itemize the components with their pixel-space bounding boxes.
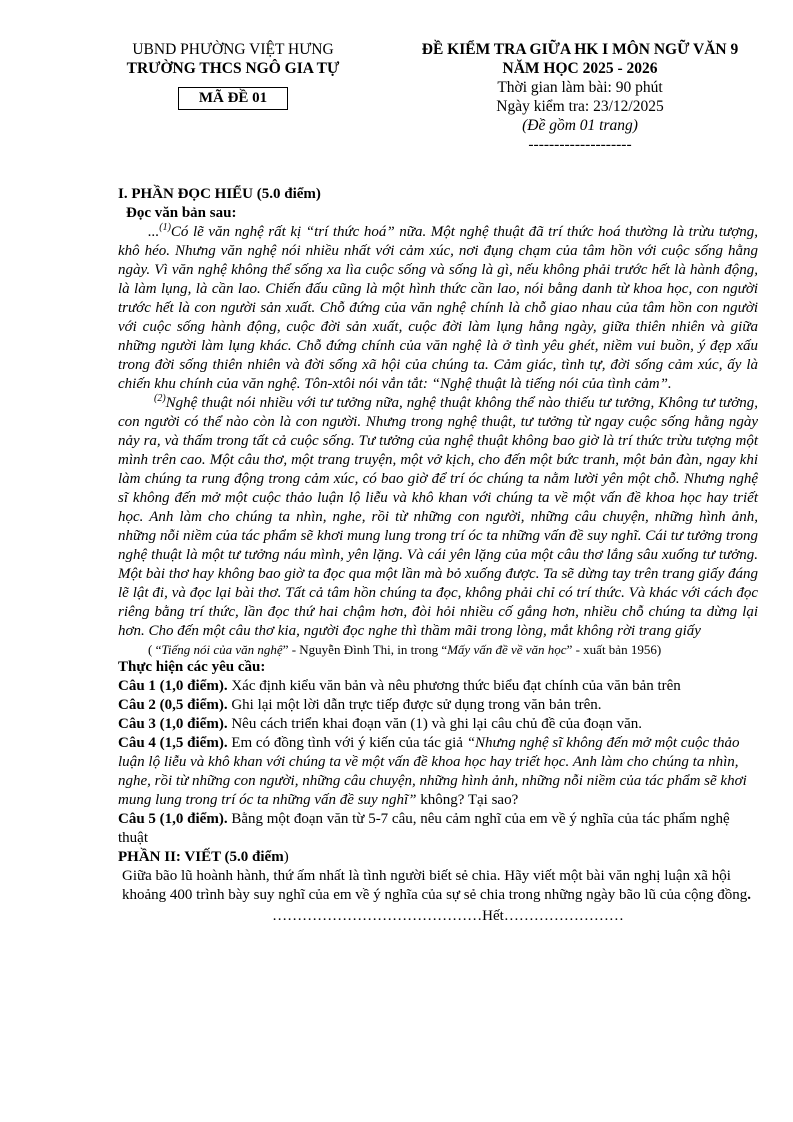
paragraph-number-2: (2) — [154, 393, 166, 404]
passage-paragraph-1 — [118, 223, 758, 394]
question-2-label: Câu 2 (0,5 điểm). — [118, 697, 228, 713]
question-4-label: Câu 4 (1,5 điểm). — [118, 735, 228, 751]
question-1 — [118, 677, 758, 696]
question-1-text: Xác định kiểu văn bản và nêu phương thức biểu đạt chính của văn bản trên — [227, 678, 681, 694]
school-header — [108, 40, 358, 110]
end-marker: ……………………………………Hết…………………… — [272, 908, 624, 924]
part1-title: I. PHẦN ĐỌC HIỂU (5.0 điểm) — [118, 186, 321, 202]
question-2-text: Ghi lại một lời dẫn trực tiếp được sử dụng trong văn bản trên. — [227, 697, 602, 713]
exam-duration: Thời gian làm bài: 90 phút — [497, 79, 663, 96]
exam-title: ĐỀ KIỂM TRA GIỮA HK I MÔN NGỮ VĂN 9 — [421, 41, 739, 58]
source-open: ( “ — [148, 642, 162, 657]
paragraph-1-text: Có lẽ văn nghệ rất kị “trí thức hoá” nữa. Một nghệ thuật đã trí thức hoá thường là trừu tượng, khô héo. Nhưng văn nghệ nói nhiều nhất với cảm xúc, nơi đụng chạm của tâm hồn với cuộc sống hằng ngày. Vì văn nghệ không thể sống xa lìa cuộc sống và sống là gì, nếu không phải trước hết là hành động, là làm lụng, là cần lao. Chiến đấu cũng là một hình thức cần lao, nói bằng danh từ khoa học, con người trước hết là con người sản xuất. Chỗ đứng của văn nghệ chính là chỗ giao nhau của tâm hồn con người với cuộc sống hành động, cuộc đời sản xuất, cuộc đời làm lụng hằng ngày, giữa thiên nhiên và giữa những người làm lụng khác. Chỗ đứng chính của văn nghệ là ở tình yêu ghét, niềm vui buồn, ý đẹp xấu trong đời sống thiên nhiên và đời sống xã hội của chúng ta. Cảm giác, tình tự, đời sống cảm xúc, ấy là chiến khu chính của văn nghệ. Tôn-xtôi nói vắn tắt: “Nghệ thuật là tiếng nói của tình cảm”. — [118, 224, 758, 392]
question-4-quote: “Nhưng nghệ sĩ không đến mở một cuộc thảo luận lộ liễu và khô khan với chúng ta về một vấn đề khoa học hay triết học. Anh làm cho chúng ta nhìn, nghe, rồi từ những con người, những câu chuyện, những hình ảnh, những nỗi niềm của tác phẩm sẽ khơi mung lung trong trí óc ta những vấn đề suy nghĩ” — [118, 735, 747, 808]
question-4 — [118, 734, 758, 810]
exam-date: Ngày kiểm tra: 23/12/2025 — [496, 98, 664, 115]
reading-instruction: Đọc văn bản sau: — [126, 205, 237, 221]
question-2 — [118, 696, 758, 715]
question-5-text: Bằng một đoạn văn từ 5-7 câu, nêu cảm nghĩ của em về ý nghĩa của tác phẩm nghệ thuật — [118, 811, 730, 846]
writing-task — [118, 867, 758, 905]
question-3-text: Nêu cách triển khai đoạn văn (1) và ghi lại câu chủ đề của đoạn văn. — [227, 716, 642, 732]
question-4-lead: Em có đồng tình với ý kiến của tác giả — [227, 735, 467, 751]
school-name: TRƯỜNG THCS NGÔ GIA TỰ — [126, 60, 340, 77]
paragraph-number-1: (1) — [159, 222, 171, 233]
question-5-label: Câu 5 (1,0 điểm). — [118, 811, 228, 827]
header-rule: -------------------- — [528, 136, 632, 153]
writing-task-period: . — [747, 887, 752, 903]
passage-source — [118, 641, 758, 658]
exam-header — [395, 40, 765, 154]
question-5 — [118, 810, 758, 848]
part2-title-close: ) — [283, 849, 289, 865]
requirements-title: Thực hiện các yêu cầu: — [118, 659, 266, 675]
authority-name: UBND PHƯỜNG VIỆT HƯNG — [132, 41, 334, 58]
source-publication: ” - xuất bản 1956) — [566, 642, 662, 657]
question-3-label: Câu 3 (1,0 điểm). — [118, 716, 228, 732]
part2-title — [118, 848, 758, 867]
source-author: ” - Nguyễn Đình Thi, in trong “ — [282, 642, 448, 657]
source-book: Mấy vấn đề về văn học — [447, 642, 567, 657]
exam-code-box: MÃ ĐỀ 01 — [178, 87, 288, 110]
writing-task-text: Giữa bão lũ hoành hành, thứ ấm nhất là tình người biết sẻ chia. Hãy viết một bài văn nghị luận xã hội khoảng 400 trình bày suy nghĩ của em về ý nghĩa của sự sẻ chia trong những ngày bão lũ của cộng đồng — [122, 868, 748, 903]
question-3 — [118, 715, 758, 734]
page-count-note: (Đề gồm 01 trang) — [522, 117, 638, 134]
source-work: Tiếng nói của văn nghệ — [161, 642, 283, 657]
passage-paragraph-2 — [118, 394, 758, 641]
school-year: NĂM HỌC 2025 - 2026 — [502, 60, 658, 77]
exam-body — [118, 185, 758, 926]
question-1-label: Câu 1 (1,0 điểm). — [118, 678, 228, 694]
question-4-tail: không? Tại sao? — [416, 792, 519, 808]
ellipsis: ... — [148, 224, 160, 240]
part2-title-text: PHẦN II: VIẾT (5.0 điểm — [118, 849, 284, 865]
paragraph-2-text: Nghệ thuật nói nhiều với tư tưởng nữa, nghệ thuật không thể nào thiếu tư tưởng, Không tư tưởng, con người có thể nào còn là con người. Nhưng trong nghệ thuật, tư tưởng từ ngay cuộc sống hằng ngày nảy ra, và thấm trong tất cả cuộc sống. Tư tưởng của nghệ thuật không bao giờ là trí thức trừu tượng một mình trên cao. Một câu thơ, một trang truyện, một vở kịch, cho đến một bức tranh, một bản đàn, ngay khi làm chúng ta rung động trong cảm xúc, có bao giờ để trí óc chúng ta nằm lười yên một chỗ. Nhưng nghệ sĩ không đến mở một cuộc thảo luận lộ liễu và khô khan với chúng ta về một vấn đề khoa học hay triết học. Anh làm cho chúng ta nhìn, nghe, rồi từ những con người, những câu chuyện, những hình ảnh, những nỗi niềm của tác phẩm sẽ khơi mung lung trong trí óc ta những vấn đề suy nghĩ. Cái tư tưởng trong nghệ thuật là một tư tưởng náu mình, yên lặng. Và cái yên lặng của một câu thơ lắng sâu xuống tư tưởng. Một bài thơ hay không bao giờ ta đọc qua một lần mà bỏ xuống được. Ta sẽ dừng tay trên trang giấy đáng lẽ lật đi, và đọc lại bài thơ. Tất cả tâm hồn chúng ta đọc, không phải chỉ có trí thức. Và khác với cách đọc riêng bằng trí thức, lần đọc thứ hai chậm hơn, đòi hỏi nhiều cố gắng hơn, nhiều chỗ chúng ta dừng lại hơn. Cho đến một câu thơ kia, người đọc nghe thì thầm mãi trong lòng, mắt không rời trang giấy — [118, 395, 758, 639]
